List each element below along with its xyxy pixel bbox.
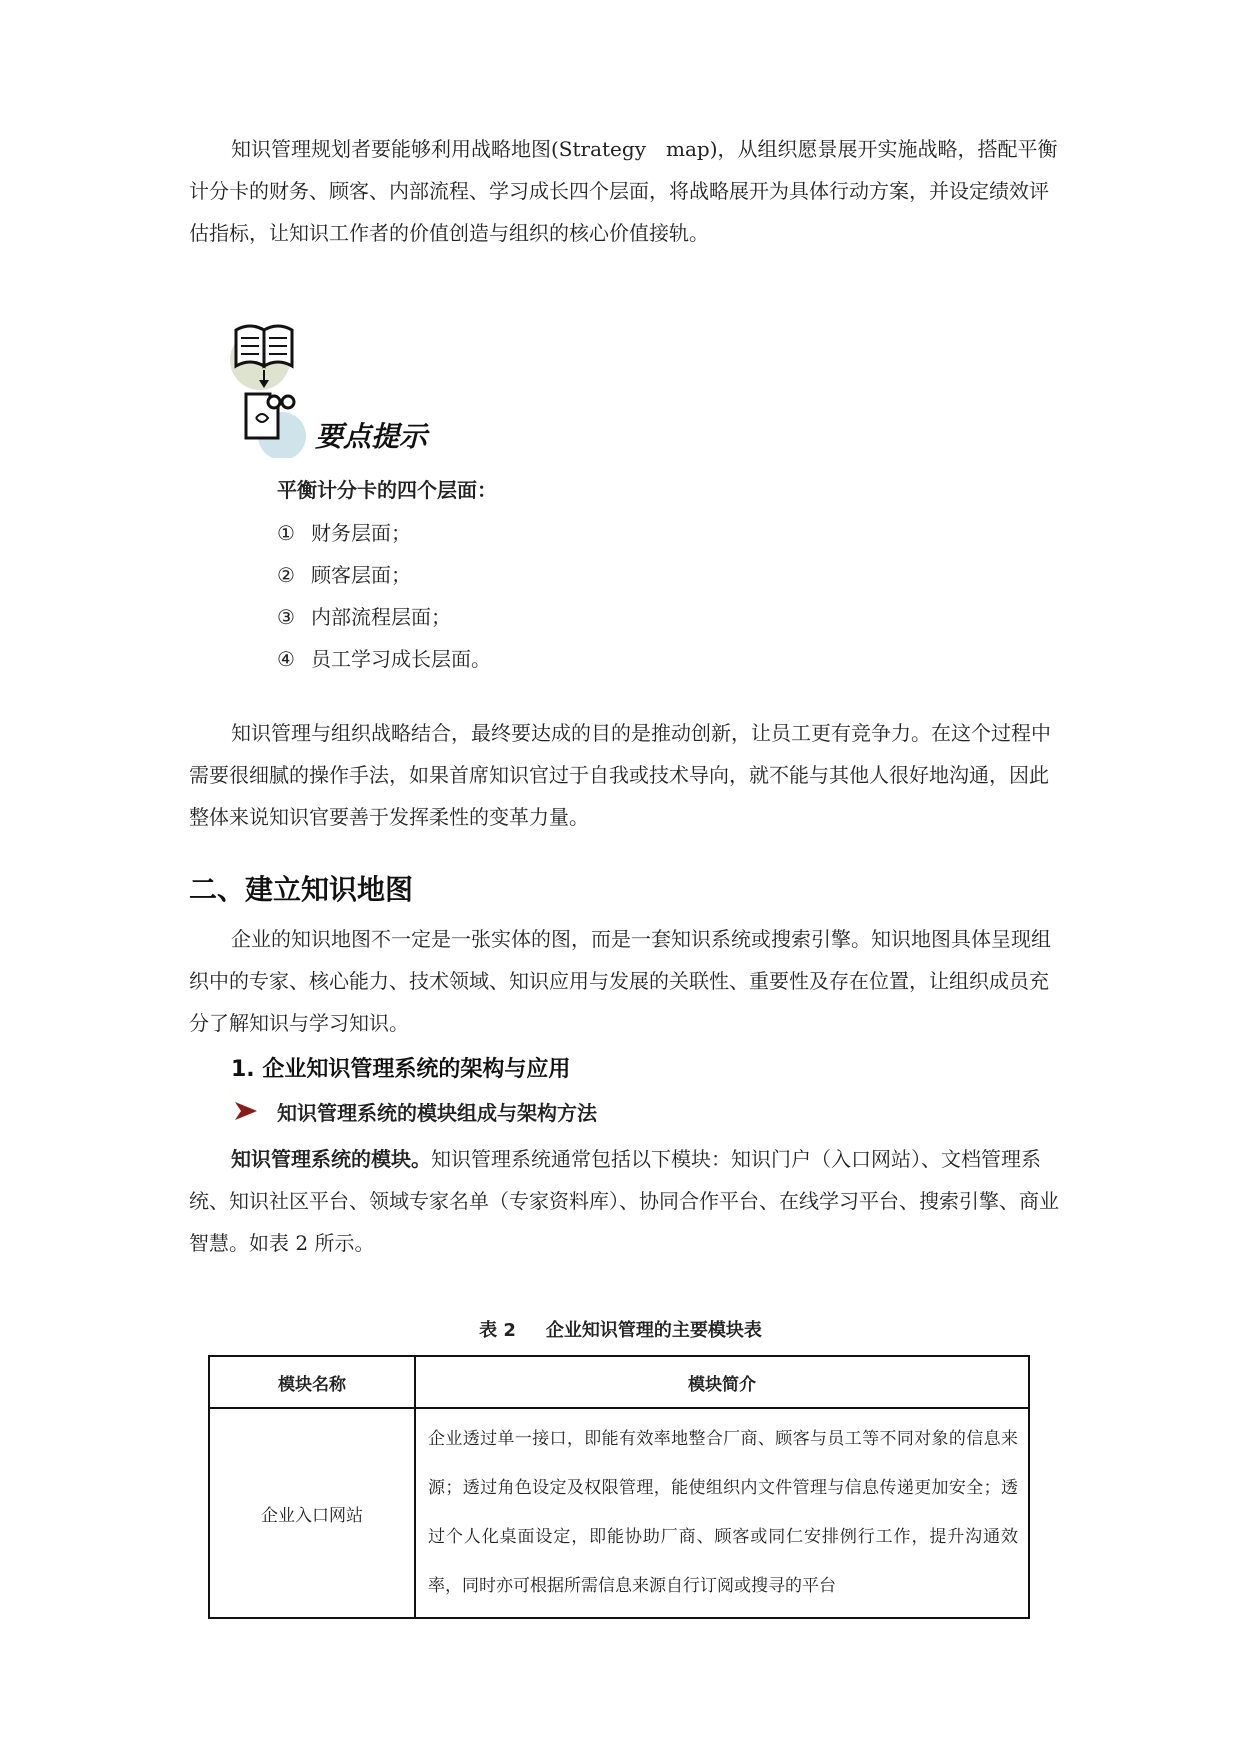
cell-module-desc: 企业透过单一接口，即能有效率地整合厂商、顾客与员工等不同对象的信息来源；透过角色设定及权限管理，能使组织内文件管理与信息传递更加安全；透过个人化桌面设定，即能协助厂商、顾客或同仁安排例行工作，提升沟通效率，同时亦可根据所需信息来源自行订阅或搜寻的平台 — [415, 1408, 1029, 1618]
list-item — [277, 638, 491, 680]
paragraph-modules — [189, 1138, 1059, 1264]
paragraph-body: 知识管理系统通常包括以下模块：知识门户（入口网站）、文档管理系统、知识社区平台、领域专家名单（专家资料库）、协同合作平台、在线学习平台、搜索引擎、商业智慧。如表 2 所示。 — [189, 1147, 1059, 1255]
list-text: 员工学习成长层面。 — [311, 647, 491, 671]
paragraph-strategy-map: 知识管理规划者要能够利用战略地图(Strategy map)，从组织愿景展开实施战略，搭配平衡计分卡的财务、顾客、内部流程、学习成长四个层面，将战略展开为具体行动方案，并设定绩效评估指标，让知识工作者的价值创造与组织的核心价值接轨。 — [189, 137, 1058, 245]
list-item — [277, 512, 491, 554]
list-number: ④ — [277, 647, 295, 671]
modules-table — [208, 1355, 1030, 1619]
table-header-row — [209, 1356, 1029, 1408]
key-points-book-icon — [230, 318, 326, 458]
list-number: ② — [277, 563, 295, 587]
subsection-heading: 1. 企业知识管理系统的架构与应用 — [231, 1057, 571, 1082]
cell-module-name: 企业入口网站 — [209, 1408, 415, 1618]
arrow-bullet-icon — [231, 1096, 261, 1126]
list-item — [277, 596, 491, 638]
key-points-title: 要点提示 — [315, 420, 428, 453]
bullet-heading — [231, 1096, 597, 1126]
paragraph-innovation: 知识管理与组织战略结合，最终要达成的目的是推动创新，让员工更有竞争力。在这个过程中需要很细腻的操作手法，如果首席知识官过于自我或技术导向，就不能与其他人很好地沟通，因此整体来说知识官要善于发挥柔性的变革力量。 — [189, 721, 1051, 829]
list-text: 财务层面； — [311, 521, 411, 545]
list-number: ① — [277, 521, 295, 545]
key-points-list — [277, 512, 491, 680]
paragraph-knowledge-map: 企业的知识地图不一定是一张实体的图，而是一套知识系统或搜索引擎。知识地图具体呈现组织中的专家、核心能力、技术领域、知识应用与发展的关联性、重要性及存在位置，让组织成员充分了解知识与学习知识。 — [189, 927, 1051, 1035]
list-text: 内部流程层面； — [311, 605, 451, 629]
list-item — [277, 554, 491, 596]
table-number: 表 2 — [479, 1320, 516, 1341]
section-heading: 二、建立知识地图 — [189, 873, 414, 906]
table-title: 企业知识管理的主要模块表 — [545, 1320, 762, 1341]
table-row — [209, 1408, 1029, 1618]
list-number: ③ — [277, 605, 295, 629]
key-points-heading: 平衡计分卡的四个层面： — [277, 478, 497, 502]
header-module-name: 模块名称 — [209, 1356, 415, 1408]
paragraph-lead: 知识管理系统的模块。 — [231, 1147, 431, 1171]
table-caption — [0, 1316, 1241, 1342]
list-text: 顾客层面； — [311, 563, 411, 587]
header-module-desc: 模块简介 — [415, 1356, 1029, 1408]
bullet-heading-text: 知识管理系统的模块组成与架构方法 — [277, 1100, 597, 1125]
